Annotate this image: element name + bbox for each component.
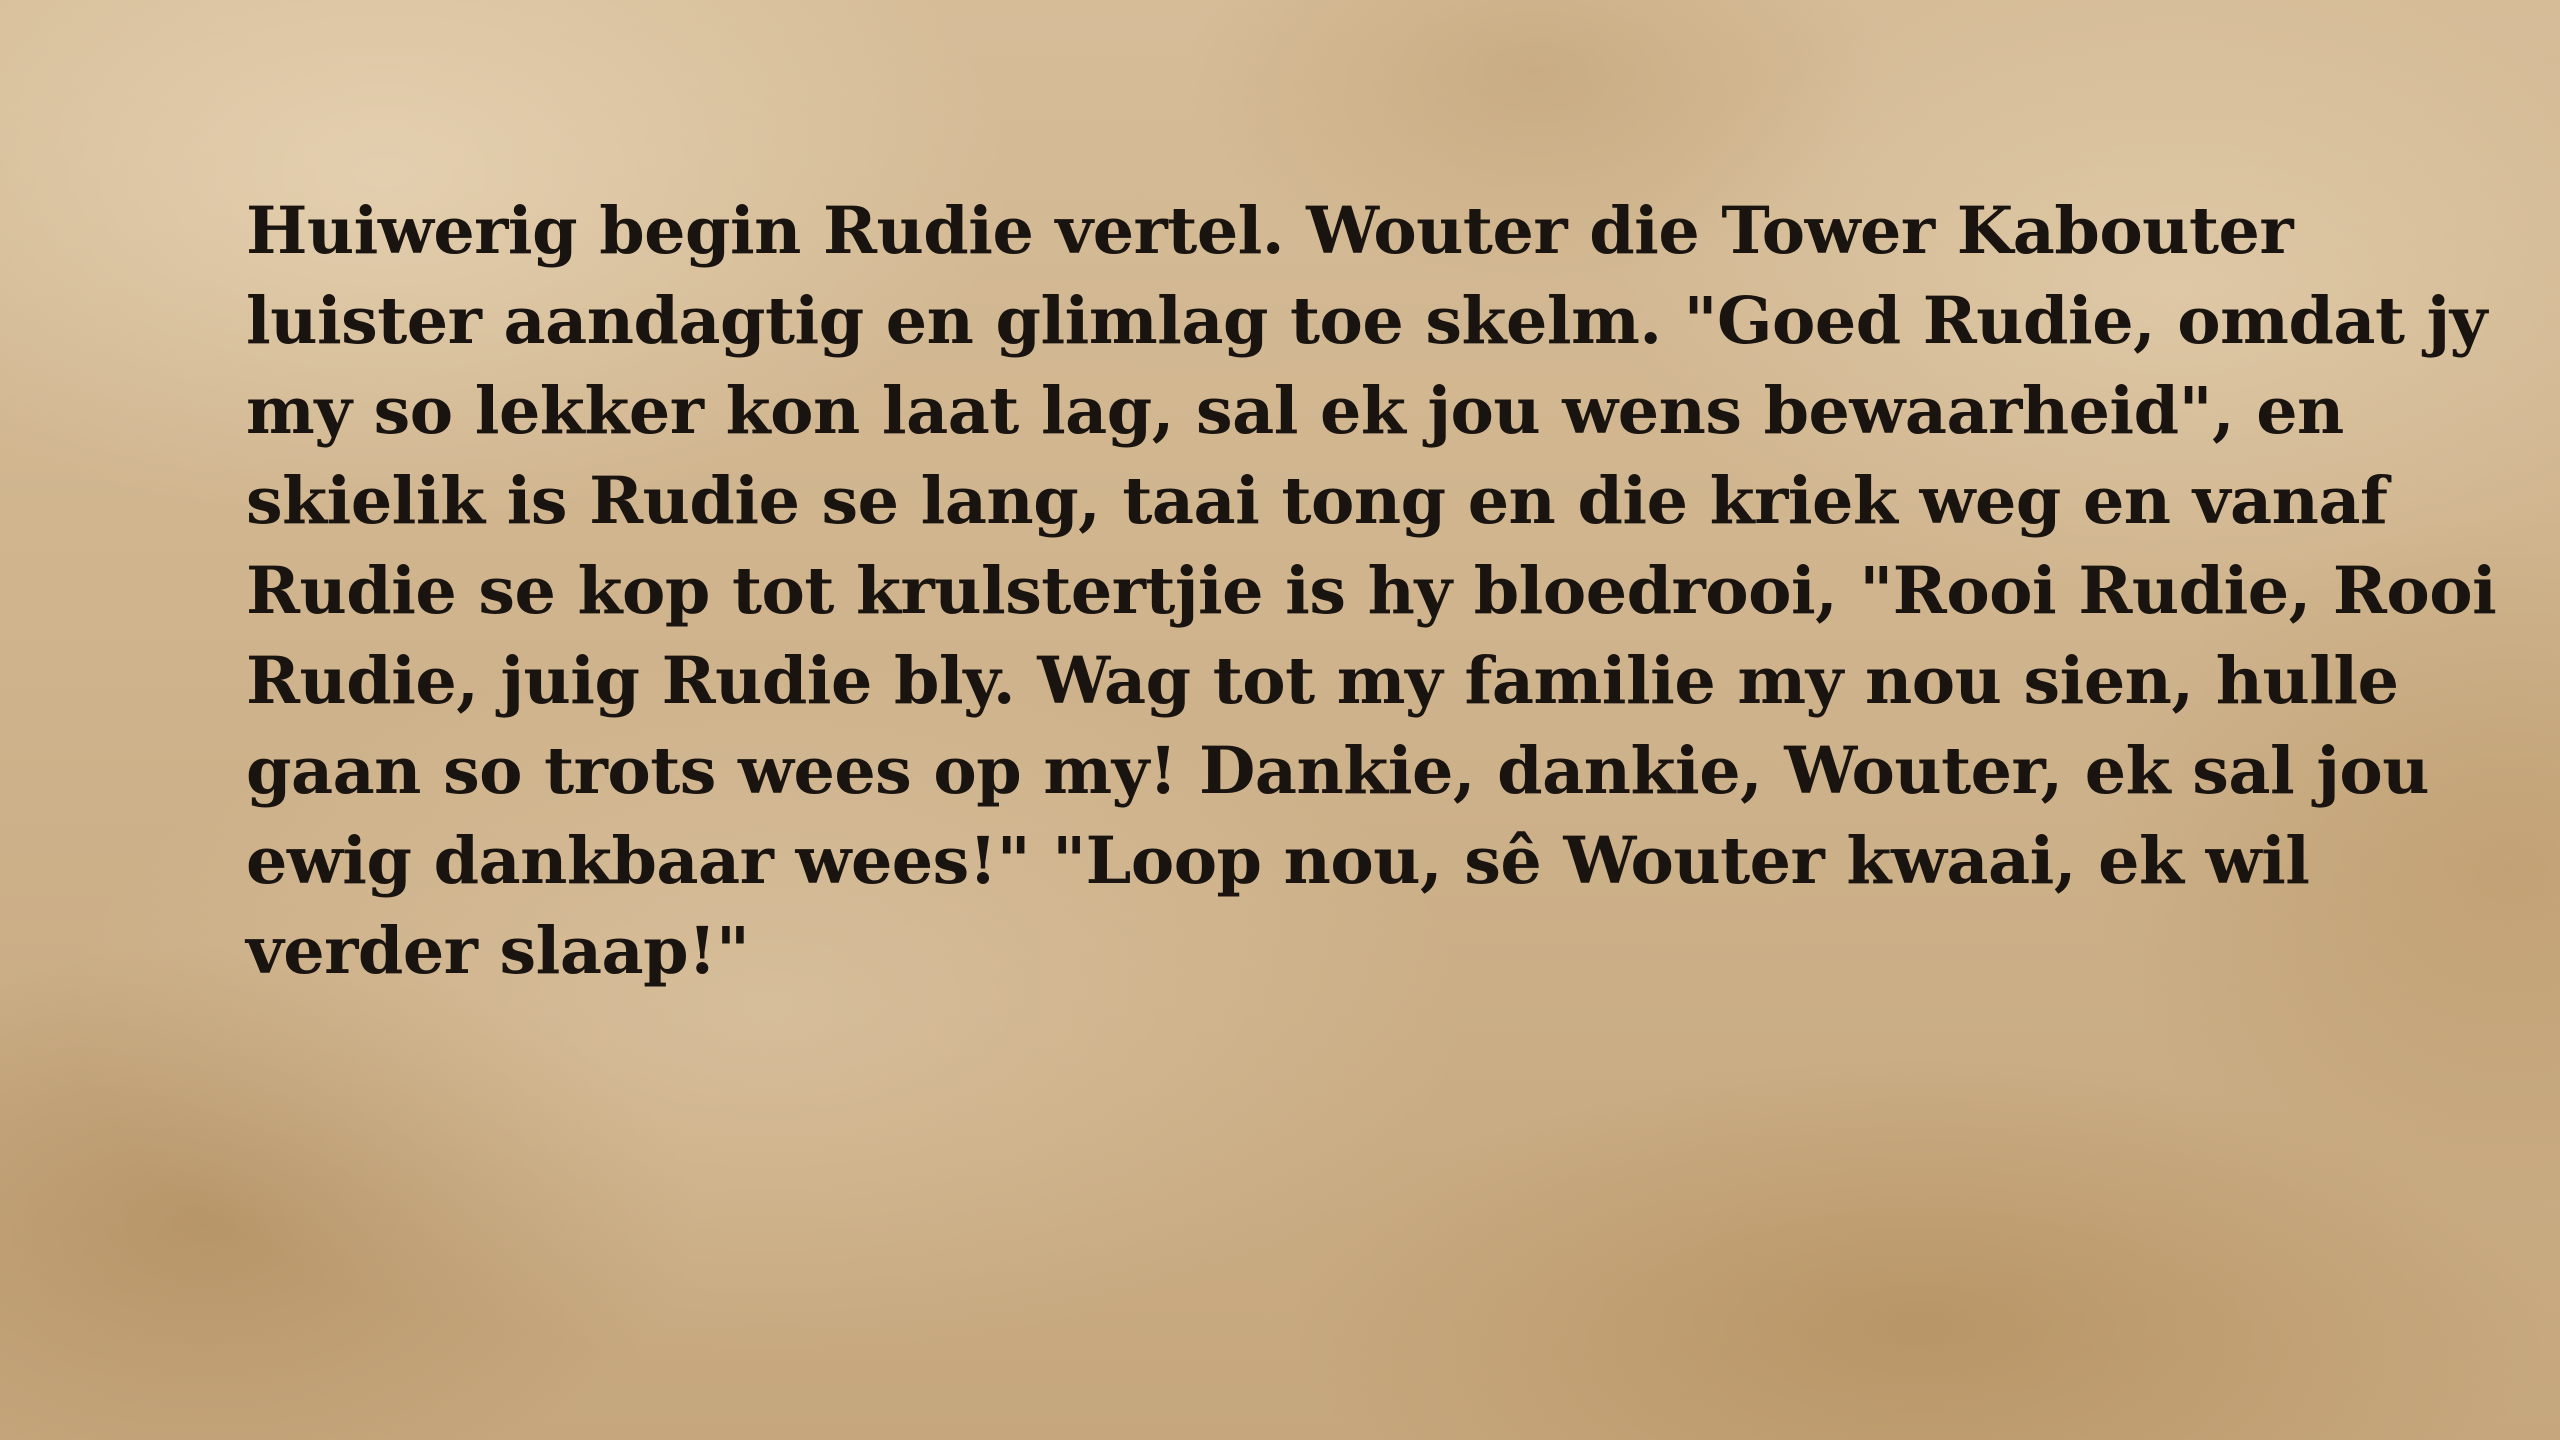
story-line-2: luister aandagtig en glimlag toe skelm. "Goed Rudie, omdat jy	[246, 283, 2487, 359]
story-line-8: ewig dankbaar wees!" "Loop nou, sê Wouter kwaai, ek wil	[246, 823, 2310, 899]
story-line-5: Rudie se kop tot krulstertjie is hy bloedrooi, "Rooi Rudie, Rooi	[246, 553, 2497, 629]
story-line-4: skielik is Rudie se lang, taai tong en die kriek weg en vanaf	[246, 463, 2388, 539]
story-paragraph	[246, 186, 2497, 996]
story-line-1: Huiwerig begin Rudie vertel. Wouter die Tower Kabouter	[246, 193, 2294, 269]
story-line-3: my so lekker kon laat lag, sal ek jou wens bewaarheid", en	[246, 373, 2344, 449]
story-line-6: Rudie, juig Rudie bly. Wag tot my familie my nou sien, hulle	[246, 643, 2399, 719]
story-line-9: verder slaap!"	[246, 913, 750, 989]
story-line-7: gaan so trots wees op my! Dankie, dankie, Wouter, ek sal jou	[246, 733, 2429, 809]
